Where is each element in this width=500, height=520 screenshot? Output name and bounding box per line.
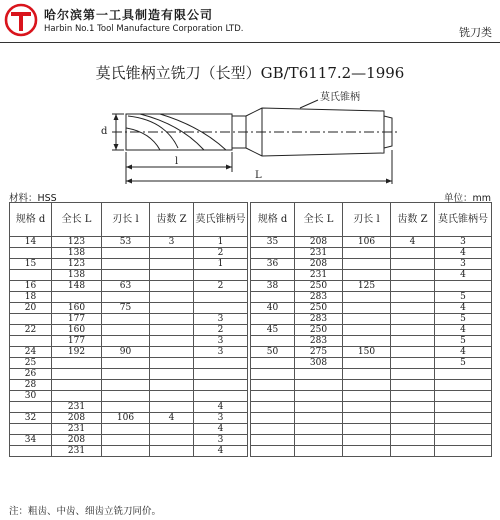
table-cell: 1	[194, 237, 248, 248]
table-cell	[194, 270, 248, 281]
table-cell	[102, 391, 150, 402]
table-cell	[391, 248, 435, 259]
table-cell	[295, 380, 343, 391]
table-cell	[10, 314, 52, 325]
table-cell: 3	[194, 435, 248, 446]
table-cell	[194, 391, 248, 402]
table-cell	[251, 424, 295, 435]
table-cell: 22	[10, 325, 52, 336]
table-cell	[343, 270, 391, 281]
table-cell	[435, 380, 492, 391]
table-cell: 231	[295, 270, 343, 281]
left-header-cell: 规格 d	[10, 203, 52, 237]
table-cell: 25	[10, 358, 52, 369]
table-cell: 138	[52, 270, 102, 281]
table-cell: 14	[10, 237, 52, 248]
table-cell: 208	[295, 237, 343, 248]
table-cell: 160	[52, 303, 102, 314]
table-cell: 4	[435, 347, 492, 358]
table-cell: 106	[102, 413, 150, 424]
table-cell	[391, 270, 435, 281]
table-cell: 26	[10, 369, 52, 380]
table-cell	[391, 380, 435, 391]
right-header-cell: 规格 d	[251, 203, 295, 237]
right-header-cell: 莫氏锥柄号	[435, 203, 492, 237]
tang	[384, 116, 392, 148]
flute-line	[140, 114, 204, 150]
table-cell: 4	[435, 303, 492, 314]
table-cell	[102, 336, 150, 347]
table-cell	[391, 435, 435, 446]
table-cell	[391, 336, 435, 347]
table-row	[10, 325, 248, 336]
table-cell	[52, 380, 102, 391]
table-cell	[102, 270, 150, 281]
header-divider	[0, 42, 500, 43]
table-cell: 4	[435, 270, 492, 281]
table-cell: 4	[435, 325, 492, 336]
table-cell	[391, 281, 435, 292]
table-cell	[251, 446, 295, 457]
table-cell: 148	[52, 281, 102, 292]
table-cell: 3	[435, 237, 492, 248]
table-cell: 75	[102, 303, 150, 314]
table-cell	[251, 336, 295, 347]
material-label: 材料：HSS	[9, 193, 57, 204]
table-row	[10, 435, 248, 446]
table-cell	[10, 402, 52, 413]
table-row	[251, 314, 492, 325]
table-cell: 30	[10, 391, 52, 402]
left-header-cell: 刃长 l	[102, 203, 150, 237]
table-cell	[391, 347, 435, 358]
table-cell	[52, 358, 102, 369]
company-name-cn: 哈尔滨第一工具制造有限公司	[44, 8, 214, 22]
table-cell: 50	[251, 347, 295, 358]
table-cell: 4	[194, 424, 248, 435]
table-cell	[343, 380, 391, 391]
table-cell: 5	[435, 336, 492, 347]
spec-table-right	[250, 202, 492, 457]
table-row	[10, 270, 248, 281]
table-cell	[343, 358, 391, 369]
category-label: 铣刀类	[459, 26, 492, 39]
table-cell	[251, 292, 295, 303]
table-cell	[391, 314, 435, 325]
table-cell: 90	[102, 347, 150, 358]
table-cell	[194, 292, 248, 303]
table-cell: 32	[10, 413, 52, 424]
table-cell: 4	[194, 446, 248, 457]
table-cell	[102, 402, 150, 413]
left-header-cell: 莫氏锥柄号	[194, 203, 248, 237]
table-row-empty	[251, 380, 492, 391]
table-cell: 208	[52, 413, 102, 424]
table-cell	[435, 446, 492, 457]
table-row	[10, 369, 248, 380]
cutter-body	[126, 114, 232, 150]
table-cell	[150, 281, 194, 292]
table-cell: 5	[435, 358, 492, 369]
table-row	[251, 303, 492, 314]
table-cell: 4	[150, 413, 194, 424]
table-cell: 275	[295, 347, 343, 358]
table-cell: 24	[10, 347, 52, 358]
table-row	[10, 237, 248, 248]
table-row	[10, 336, 248, 347]
table-row	[251, 292, 492, 303]
table-cell: 250	[295, 281, 343, 292]
page-title: 莫氏锥柄立铣刀（长型）GB/T6117.2—1996	[95, 64, 405, 82]
table-cell	[343, 292, 391, 303]
table-cell: 4	[194, 402, 248, 413]
table-cell	[435, 391, 492, 402]
table-cell: 53	[102, 237, 150, 248]
table-cell	[251, 402, 295, 413]
table-cell: 177	[52, 336, 102, 347]
page-header	[0, 0, 500, 44]
table-cell	[150, 347, 194, 358]
table-cell: 208	[52, 435, 102, 446]
table-cell	[343, 314, 391, 325]
taper-label: 莫氏锥柄	[320, 92, 360, 103]
table-row-empty	[251, 402, 492, 413]
table-row	[251, 270, 492, 281]
table-cell	[391, 259, 435, 270]
table-cell	[343, 303, 391, 314]
footnote: 注：粗齿、中齿、细齿立铣刀同价。	[9, 506, 162, 517]
table-cell	[10, 424, 52, 435]
table-cell: 28	[10, 380, 52, 391]
table-row	[251, 248, 492, 259]
table-row-empty	[251, 413, 492, 424]
table-cell	[391, 402, 435, 413]
l-extension	[126, 152, 232, 172]
table-cell	[343, 325, 391, 336]
table-row	[10, 380, 248, 391]
table-cell: 34	[10, 435, 52, 446]
table-cell	[52, 292, 102, 303]
table-cell: 2	[194, 248, 248, 259]
table-cell: 38	[251, 281, 295, 292]
table-cell: 4	[391, 237, 435, 248]
right-header-cell: 刃长 l	[343, 203, 391, 237]
table-cell	[194, 303, 248, 314]
table-cell: 208	[295, 259, 343, 270]
table-cell	[150, 248, 194, 259]
right-header-cell: 全长 L	[295, 203, 343, 237]
table-cell: 308	[295, 358, 343, 369]
table-cell	[10, 248, 52, 259]
table-cell	[102, 369, 150, 380]
d-extension	[112, 114, 124, 150]
table-row-empty	[251, 424, 492, 435]
table-cell	[150, 446, 194, 457]
table-cell	[435, 435, 492, 446]
taper-leader	[300, 100, 318, 108]
table-row	[10, 292, 248, 303]
table-cell	[343, 369, 391, 380]
table-cell: 40	[251, 303, 295, 314]
table-cell	[10, 270, 52, 281]
table-cell	[435, 424, 492, 435]
table-cell	[295, 435, 343, 446]
table-cell	[52, 391, 102, 402]
table-cell	[295, 446, 343, 457]
table-cell	[150, 424, 194, 435]
table-cell: 1	[194, 259, 248, 270]
table-row	[251, 358, 492, 369]
table-cell	[102, 248, 150, 259]
table-cell	[10, 336, 52, 347]
table-cell: 250	[295, 303, 343, 314]
table-row-empty	[251, 435, 492, 446]
table-cell	[102, 358, 150, 369]
flute-line	[128, 116, 178, 148]
table-row-empty	[251, 369, 492, 380]
table-cell: 125	[343, 281, 391, 292]
table-row	[251, 336, 492, 347]
table-row	[251, 237, 492, 248]
table-row	[251, 325, 492, 336]
table-cell	[343, 446, 391, 457]
table-row	[10, 303, 248, 314]
table-cell	[150, 270, 194, 281]
table-cell: 106	[343, 237, 391, 248]
table-row-empty	[251, 446, 492, 457]
table-cell	[343, 413, 391, 424]
table-row	[251, 259, 492, 270]
table-row	[10, 314, 248, 325]
table-cell	[150, 380, 194, 391]
table-cell: 231	[295, 248, 343, 259]
table-cell	[343, 391, 391, 402]
table-cell: 3	[194, 413, 248, 424]
table-cell	[391, 391, 435, 402]
table-cell	[391, 292, 435, 303]
table-row	[251, 347, 492, 358]
table-cell	[102, 259, 150, 270]
table-cell: 5	[435, 292, 492, 303]
table-cell: 3	[435, 259, 492, 270]
table-cell	[343, 336, 391, 347]
table-cell	[251, 248, 295, 259]
table-row	[10, 259, 248, 270]
d-label: d	[101, 126, 108, 137]
table-cell	[435, 402, 492, 413]
left-header-cell: 全长 L	[52, 203, 102, 237]
unit-label: 单位：mm	[443, 193, 491, 204]
flute-line	[126, 128, 160, 150]
table-row	[10, 281, 248, 292]
table-cell: 123	[52, 259, 102, 270]
table-row	[10, 424, 248, 435]
table-cell	[150, 402, 194, 413]
table-cell	[343, 424, 391, 435]
l-label: l	[175, 156, 179, 167]
table-cell: 283	[295, 314, 343, 325]
table-cell	[102, 435, 150, 446]
table-cell	[102, 446, 150, 457]
table-cell	[150, 303, 194, 314]
L-extension	[126, 150, 392, 184]
table-cell	[251, 413, 295, 424]
table-cell: 3	[194, 347, 248, 358]
table-cell: 3	[194, 314, 248, 325]
table-cell	[251, 270, 295, 281]
table-cell: 231	[52, 402, 102, 413]
table-cell	[102, 292, 150, 303]
table-cell	[251, 380, 295, 391]
table-cell	[102, 314, 150, 325]
table-cell	[10, 446, 52, 457]
table-cell: 138	[52, 248, 102, 259]
table-cell	[435, 281, 492, 292]
table-cell	[435, 369, 492, 380]
table-cell	[391, 424, 435, 435]
table-cell	[150, 292, 194, 303]
table-cell	[391, 303, 435, 314]
company-name-en: Harbin No.1 Tool Manufacture Corporation LTD.	[44, 24, 244, 34]
right-header-cell: 齿数 Z	[391, 203, 435, 237]
table-cell	[391, 325, 435, 336]
table-cell	[391, 369, 435, 380]
table-row	[10, 248, 248, 259]
table-cell	[343, 259, 391, 270]
table-row-empty	[251, 391, 492, 402]
table-cell	[150, 336, 194, 347]
table-cell: 5	[435, 314, 492, 325]
table-row	[10, 391, 248, 402]
table-row	[10, 358, 248, 369]
table-cell: 3	[150, 237, 194, 248]
table-cell: 63	[102, 281, 150, 292]
table-cell: 150	[343, 347, 391, 358]
table-cell	[102, 424, 150, 435]
taper-shank	[246, 108, 384, 156]
L-label: L	[255, 170, 262, 181]
table-cell: 35	[251, 237, 295, 248]
table-row	[10, 413, 248, 424]
table-cell	[435, 413, 492, 424]
table-cell	[391, 413, 435, 424]
table-cell: 18	[10, 292, 52, 303]
table-cell	[343, 248, 391, 259]
table-row	[251, 281, 492, 292]
table-cell	[150, 369, 194, 380]
table-row	[10, 402, 248, 413]
table-cell	[295, 402, 343, 413]
table-cell: 283	[295, 336, 343, 347]
table-cell	[251, 358, 295, 369]
table-cell: 3	[194, 336, 248, 347]
company-logo-icon	[4, 3, 38, 37]
flute-line	[160, 114, 226, 150]
table-cell: 250	[295, 325, 343, 336]
table-cell: 16	[10, 281, 52, 292]
table-cell: 160	[52, 325, 102, 336]
table-cell	[343, 402, 391, 413]
table-cell	[194, 369, 248, 380]
table-cell	[150, 325, 194, 336]
table-cell: 192	[52, 347, 102, 358]
table-row	[10, 347, 248, 358]
table-cell: 123	[52, 237, 102, 248]
table-cell	[102, 325, 150, 336]
table-cell: 2	[194, 325, 248, 336]
table-cell	[194, 380, 248, 391]
table-cell: 4	[435, 248, 492, 259]
table-cell	[295, 369, 343, 380]
table-cell	[391, 446, 435, 457]
table-cell: 20	[10, 303, 52, 314]
table-cell	[150, 358, 194, 369]
table-cell: 15	[10, 259, 52, 270]
table-row	[10, 446, 248, 457]
table-cell	[391, 358, 435, 369]
table-cell	[251, 391, 295, 402]
table-cell	[150, 314, 194, 325]
table-cell	[194, 358, 248, 369]
table-cell: 177	[52, 314, 102, 325]
table-cell	[251, 314, 295, 325]
table-cell: 36	[251, 259, 295, 270]
table-cell	[295, 391, 343, 402]
left-header-cell: 齿数 Z	[150, 203, 194, 237]
table-cell	[295, 413, 343, 424]
table-cell	[150, 259, 194, 270]
neck	[232, 116, 246, 148]
spec-table-left	[9, 202, 248, 457]
table-cell	[251, 435, 295, 446]
table-cell	[150, 391, 194, 402]
table-cell	[251, 369, 295, 380]
table-cell: 231	[52, 446, 102, 457]
table-cell	[343, 435, 391, 446]
table-cell	[52, 369, 102, 380]
table-cell: 283	[295, 292, 343, 303]
table-cell	[150, 435, 194, 446]
table-cell: 231	[52, 424, 102, 435]
table-cell: 2	[194, 281, 248, 292]
table-cell	[102, 380, 150, 391]
table-cell	[295, 424, 343, 435]
table-cell: 45	[251, 325, 295, 336]
